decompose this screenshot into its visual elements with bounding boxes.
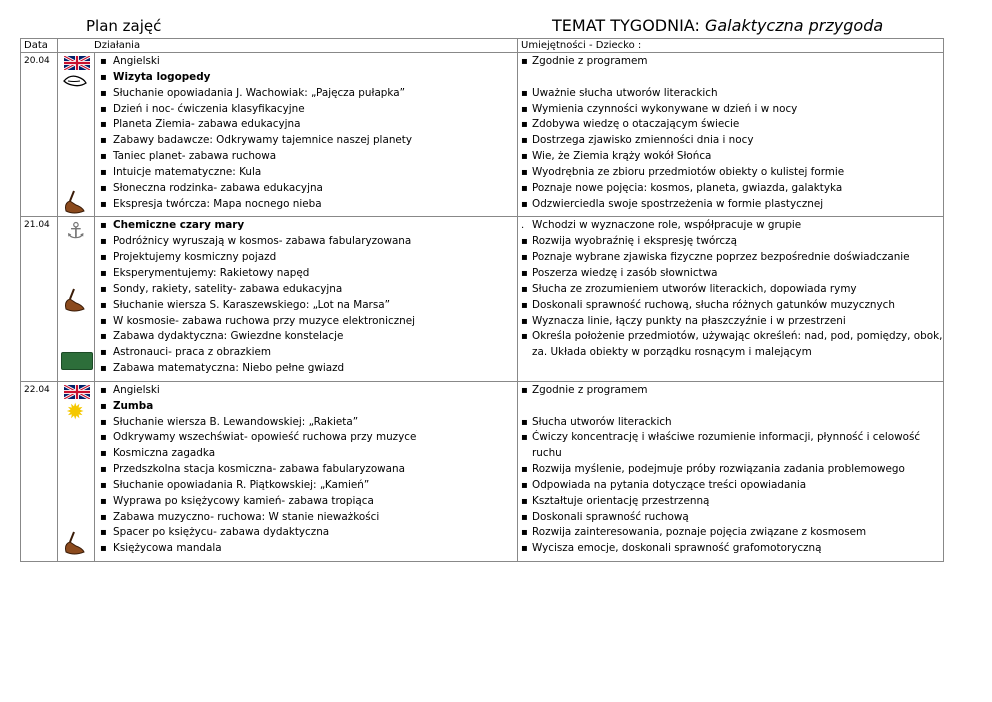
skill-item: ▪ Dostrzega zjawisko zmienności dnia i nocy [518,133,943,149]
skill-item: ▪ Wie, że Ziemia krąży wokół Słońca [518,149,943,165]
paintbrush-hand-icon [62,189,88,215]
day-row [21,217,944,381]
activity-item: ▪ Spacer po księżycu- zabawa dydaktyczna [95,525,517,541]
activity-item: ▪ Angielski [95,383,517,399]
skill-item: ▪ Zgodnie z programem [518,383,943,399]
day-date: 20.04 [21,53,58,217]
activity-item: ▪ Przedszkolna stacja kosmiczna- zabawa fabularyzowana [95,462,517,478]
activity-item: ▪ Taniec planet- zabawa ruchowa [95,149,517,165]
day-activities [95,217,518,381]
day-icons [58,53,95,217]
skill-item: ▪ Rozwija zainteresowania, poznaje pojęcia związane z kosmosem [518,525,943,541]
skill-item: ▪ Wymienia czynności wykonywane w dzień i w nocy [518,102,943,118]
theme-prefix: TEMAT TYGODNIA: [552,16,700,35]
skill-item: ▪ Słucha ze zrozumieniem utworów literackich, dopowiada rymy [518,282,943,298]
activity-item: ▪ Odkrywamy wszechświat- opowieść ruchowa przy muzyce [95,430,517,446]
uk-flag-icon [64,385,90,399]
activity-item: ▪ Wizyta logopedy [95,70,517,86]
skill-item: . Wchodzi w wyznaczone role, współpracuje w grupie [518,218,943,234]
activity-item: ▪ Słuchanie wiersza B. Lewandowskiej: „Rakieta” [95,415,517,431]
activity-item: ▪ Kosmiczna zagadka [95,446,517,462]
paintbrush-hand-icon [62,530,88,556]
skill-item: ▪ Wyznacza linie, łączy punkty na płaszczyźnie i w przestrzeni [518,314,943,330]
day-row [21,53,944,217]
plan-title: Plan zajęć [86,17,162,35]
skill-item: ▪ Określa położenie przedmiotów, używając określeń: nad, pod, pomiędzy, obok, za. Układa obiekty w porządku rosnącym i malejącym [518,329,943,361]
activity-item: ▪ Zabawy badawcze: Odkrywamy tajemnice naszej planety [95,133,517,149]
skill-item: ▪ Poszerza wiedzę i zasób słownictwa [518,266,943,282]
day-icons [58,381,95,561]
activity-item: ▪ Chemiczne czary mary [95,218,517,234]
skill-item: ▪ Ćwiczy koncentrację i właściwe rozumienie informacji, płynność i celowość ruchu [518,430,943,462]
activity-item: ▪ Zabawa dydaktyczna: Gwiezdne konstelacje [95,329,517,345]
day-skills [518,217,944,381]
activity-item: ▪ Wyprawa po księżycowy kamień- zabawa tropiąca [95,494,517,510]
skill-item: ▪ Odpowiada na pytania dotyczące treści opowiadania [518,478,943,494]
skills-header: Umiejętności - Dziecko : [518,39,944,53]
day-date: 21.04 [21,217,58,381]
day-skills [518,381,944,561]
activity-item: ▪ Planeta Ziemia- zabawa edukacyjna [95,117,517,133]
skill-item: ▪ Słucha utworów literackich [518,415,943,431]
skill-item: ▪ Doskonali sprawność ruchową [518,510,943,526]
skill-item: ▪ Rozwija myślenie, podejmuje próby rozwiązania zadania problemowego [518,462,943,478]
skill-item: ▪ Zdobywa wiedzę o otaczającym świecie [518,117,943,133]
activity-item: ▪ W kosmosie- zabawa ruchowa przy muzyce elektronicznej [95,314,517,330]
date-header: Data [21,39,58,53]
week-theme [552,16,883,35]
skill-item: ▪ Doskonali sprawność ruchową, słucha różnych gatunków muzycznych [518,298,943,314]
activity-item: ▪ Eksperymentujemy: Rakietowy napęd [95,266,517,282]
speech-therapy-icon [62,73,88,89]
skill-item: ▪ Rozwija wyobraźnię i ekspresję twórczą [518,234,943,250]
day-skills [518,53,944,217]
day-icons [58,217,95,381]
skill-item: ▪ Zgodnie z programem [518,54,943,70]
skill-item: ▪ Wycisza emocje, doskonali sprawność grafomotoryczną [518,541,943,557]
sun-icon: ✹ [66,399,85,425]
theme-name: Galaktyczna przygoda [704,16,884,35]
day-row [21,381,944,561]
day-activities [95,381,518,561]
uk-flag-icon [64,56,90,70]
activity-item: ▪ Angielski [95,54,517,70]
activity-plan-table [20,38,944,562]
skill-item: ▪ Poznaje nowe pojęcia: kosmos, planeta, gwiazda, galaktyka [518,181,943,197]
skill-spacer [518,70,943,86]
activity-item: ▪ Intuicje matematyczne: Kula [95,165,517,181]
activity-item: ▪ Słuchanie opowiadania J. Wachowiak: „Pajęcza pułapka” [95,86,517,102]
skill-item: ▪ Odzwierciedla swoje spostrzeżenia w formie plastycznej [518,197,943,213]
activity-item: ▪ Zabawa matematyczna: Niebo pełne gwiazd [95,361,517,377]
activity-item: ▪ Podróżnicy wyruszają w kosmos- zabawa fabularyzowana [95,234,517,250]
skill-spacer [518,399,943,415]
book-icon [61,352,93,370]
day-activities [95,53,518,217]
activity-item: ▪ Zabawa muzyczno- ruchowa: W stanie nieważkości [95,510,517,526]
skill-item: ▪ Uważnie słucha utworów literackich [518,86,943,102]
day-date: 22.04 [21,381,58,561]
anchor-icon: ⚓ [66,219,86,245]
skill-item: ▪ Poznaje wybrane zjawiska fizyczne poprzez bezpośrednie doświadczanie [518,250,943,266]
activity-item: ▪ Projektujemy kosmiczny pojazd [95,250,517,266]
table-header-row [21,39,944,53]
skill-item: ▪ Kształtuje orientację przestrzenną [518,494,943,510]
activities-header: Działania [58,39,518,53]
activity-item: ▪ Księżycowa mandala [95,541,517,557]
activity-item: ▪ Słuchanie wiersza S. Karaszewskiego: „Lot na Marsa” [95,298,517,314]
activity-item: ▪ Słoneczna rodzinka- zabawa edukacyjna [95,181,517,197]
activity-item: ▪ Zumba [95,399,517,415]
activity-item: ▪ Słuchanie opowiadania R. Piątkowskiej: „Kamień” [95,478,517,494]
activity-item: ▪ Dzień i noc- ćwiczenia klasyfikacyjne [95,102,517,118]
paintbrush-hand-icon [62,287,88,313]
skill-item: ▪ Wyodrębnia ze zbioru przedmiotów obiekty o kulistej formie [518,165,943,181]
activity-item: ▪ Sondy, rakiety, satelity- zabawa edukacyjna [95,282,517,298]
activity-item: ▪ Astronauci- praca z obrazkiem [95,345,517,361]
activity-item: ▪ Ekspresja twórcza: Mapa nocnego nieba [95,197,517,213]
